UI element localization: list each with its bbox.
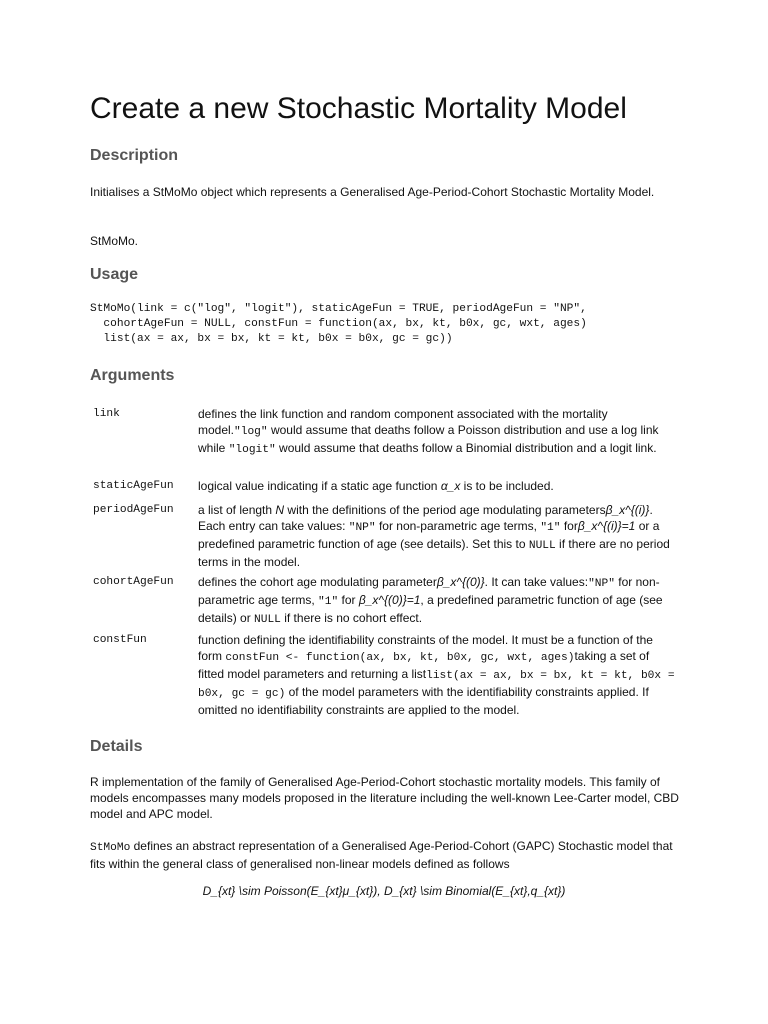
details-gapc-paragraph: StMoMo defines an abstract representation of a Generalised Age-Period-Cohort (GAPC) Stochastic model that fits within the general class of generalised non-linear models defined as follows <box>90 839 673 871</box>
section-heading-details: Details <box>90 738 143 755</box>
usage-line: cohortAgeFun = NULL, constFun = function(ax, bx, kt, b0x, gc, wxt, ages) <box>90 318 587 330</box>
arg-name-constfun: constFun <box>93 634 147 646</box>
arg-name-periodagefun: periodAgeFun <box>93 504 174 516</box>
usage-line: list(ax = ax, bx = bx, kt = kt, b0x = b0x, gc = gc)) <box>90 333 453 345</box>
details-paragraph: R implementation of the family of Generalised Age-Period-Cohort stochastic mortality models. This family of models encompasses many models proposed in the literature including the well-known Lee-Carter model, CBD model and APC model. <box>90 775 679 821</box>
section-heading-arguments: Arguments <box>90 367 175 384</box>
usage-line: StMoMo(link = c("log", "logit"), staticAgeFun = TRUE, periodAgeFun = "NP", <box>90 303 587 315</box>
model-formula: D_{xt} \sim Poisson(E_{xt}μ_{xt}), D_{xt} \sim Binomial(E_{xt},q_{xt}) <box>202 884 566 898</box>
page-title: Create a new Stochastic Mortality Model <box>90 92 627 125</box>
usage-code-block <box>90 302 587 347</box>
section-heading-usage: Usage <box>90 266 139 283</box>
arg-name-link: link <box>93 408 120 420</box>
arg-desc-constfun: function defining the identifiability constraints of the model. It must be a function of the form constFun <- function(ax, bx, kt, b0x, gc, wxt, ages)taking a set of fitted model parameters and returning a listlist(ax = ax, bx = bx, kt = kt, b0x = b0x, gc = gc) of the model parameters with the identifiability constraints applied. If omitted no identifiability constraints are applied to the model. <box>198 633 675 717</box>
arg-name-staticagefun: staticAgeFun <box>93 480 174 492</box>
arg-desc-staticagefun: logical value indicating if a static age function α_x is to be included. <box>198 479 554 493</box>
description-paragraph: Initialises a StMoMo object which represents a Generalised Age-Period-Cohort Stochastic Mortality Model. <box>90 185 655 199</box>
section-heading-description: Description <box>90 147 179 164</box>
arg-name-cohortagefun: cohortAgeFun <box>93 576 174 588</box>
arg-desc-periodagefun: a list of length N with the definitions of the period age modulating parametersβ_x^{(i)}. Each entry can take values: "NP" for non-parametric age terms, "1" forβ_x^{(i)}=1 or a predefined parametric function of age (see details). Set this to NULL if there are no period terms in the model. <box>198 503 670 569</box>
arg-desc-link: defines the link function and random component associated with the mortality model."log" would assume that deaths follow a Poisson distribution and use a log link while "logit" would assume that deaths follow a Binomial distribution and a logit link. <box>198 407 659 456</box>
description-short: StMoMo. <box>90 234 139 248</box>
arg-desc-cohortagefun: defines the cohort age modulating parameterβ_x^{(0)}. It can take values:"NP" for non-parametric age terms, "1" for β_x^{(0)}=1, a predefined parametric function of age (see details) or NULL if there is no cohort effect. <box>198 575 663 626</box>
